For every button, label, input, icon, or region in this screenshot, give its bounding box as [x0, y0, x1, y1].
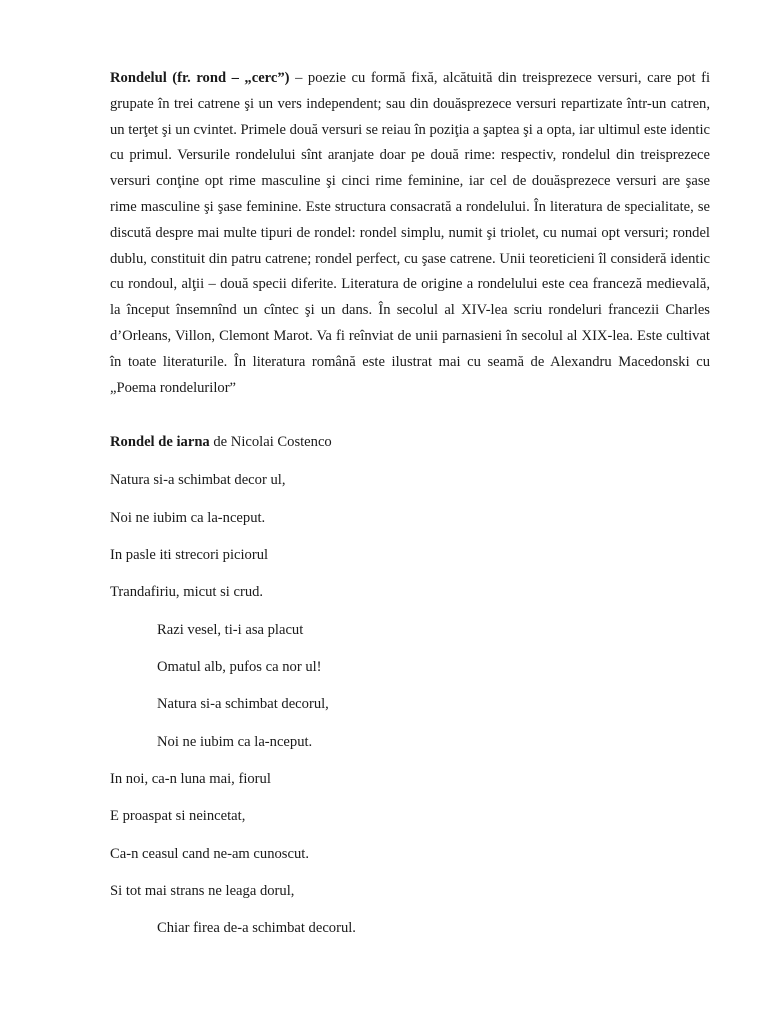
poem-author: de Nicolai Costenco [209, 434, 332, 450]
poem-line-12: Si tot mai strans ne leaga dorul, [110, 883, 295, 899]
poem-line-3: In pasle iti strecori piciorul [110, 547, 269, 563]
poem-line-9: In noi, ca-n luna mai, fiorul [110, 771, 271, 787]
poem-line-5: Razi vesel, ti-i asa placut [157, 622, 304, 638]
poem-line-2: Noi ne iubim ca la-nceput. [110, 510, 266, 526]
poem-line-6: Omatul alb, pufos ca nor ul! [157, 659, 322, 675]
definition-term: Rondelul (fr. rond – „cerc”) [110, 70, 290, 86]
poem-line-1: Natura si-a schimbat decor ul, [110, 472, 286, 488]
poem-line-13: Chiar firea de-a schimbat decorul. [157, 920, 356, 936]
poem-heading [110, 432, 332, 452]
intro-paragraph [110, 66, 710, 401]
poem-line-7: Natura si-a schimbat decorul, [157, 696, 329, 712]
poem-line-10: E proaspat si neincetat, [110, 808, 246, 824]
poem-line-4: Trandafiriu, micut si crud. [110, 584, 264, 600]
definition-text: – poezie cu formă fixă, alcătuită din treisprezece versuri, care pot fi grupate în trei catrene şi un vers independent; sau din douăsprezece versuri repartizate într-un catren, un terţet şi un cvintet. Primele două versuri se reiau în poziţia a şaptea şi a opta, iar ultimul este identic cu primul. Versurile rondelului sînt aranjate doar pe două rime: respectiv, rondelul din treisprezece versuri conţine opt rime masculine şi cinci rime feminine, iar cel de douăsprezece versuri are şase rime masculine şi şase feminine. Este structura consacrată a rondelului. În literatura de specialitate, se discută despre mai multe tipuri de rondel: rondel simplu, numit şi triolet, cu numai opt versuri; rondel dublu, constituit din patru catrene; rondel perfect, cu şase catrene. Unii teoreticieni îl consideră identic cu rondoul, alţii – două specii diferite. Literatura de origine a rondelului este cea franceză medievală, la început însemnînd un cîntec şi un dans. În secolul al XIV-lea scriu rondeluri francezii Charles d’Orleans, Villon, Clemont Marot. Va fi reînviat de unii parnasieni în secolul al XIX-lea. Este cultivat în toate literaturile. În literatura română este ilustrat mai cu seamă de Alexandru Macedonski cu „Poema rondelurilor” [110, 70, 711, 396]
poem-line-8: Noi ne iubim ca la-nceput. [157, 734, 313, 750]
poem-title: Rondel de iarna [110, 434, 210, 450]
poem-line-11: Ca-n ceasul cand ne-am cunoscut. [110, 846, 309, 862]
